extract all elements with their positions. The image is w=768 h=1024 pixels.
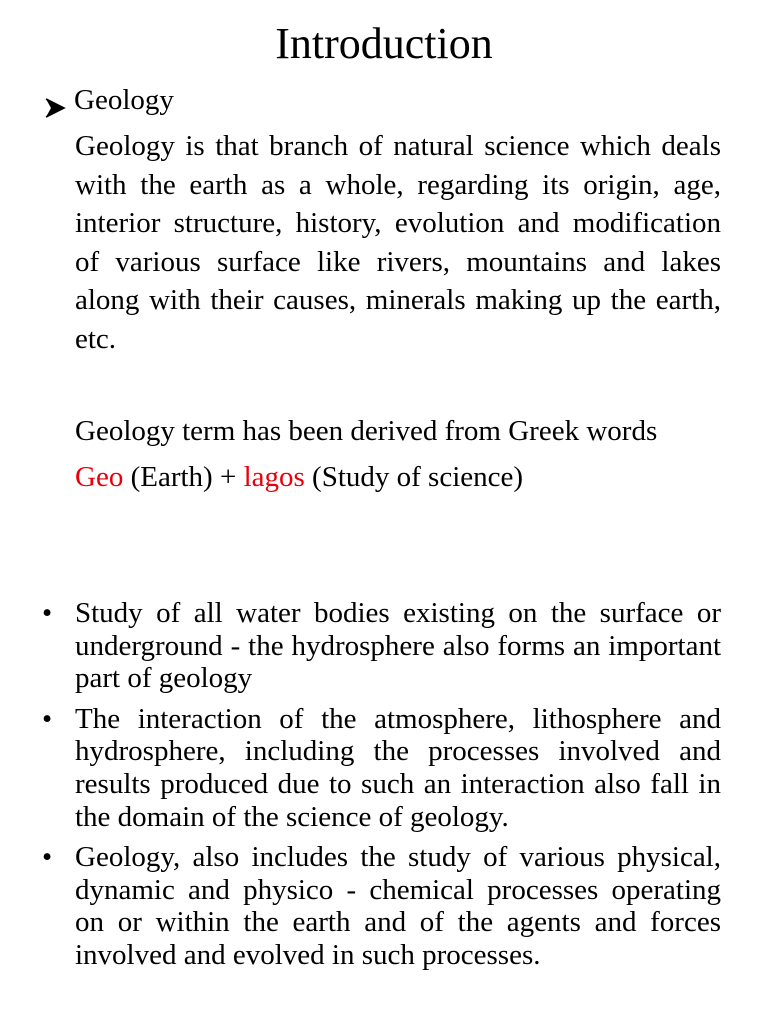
greek-word-geo: Geo <box>75 461 124 493</box>
derivation-line <box>75 458 721 497</box>
heading-bullet <box>44 82 174 118</box>
bullet-text: Geology, also includes the study of various physical, dynamic and physico - chemical processes operating on or within the earth and of the agents and forces involved and evolved in such processes. <box>75 841 721 971</box>
bullet-dot: • <box>42 702 53 735</box>
bullet-text: The interaction of the atmosphere, lithosphere and hydrosphere, including the processes involved and results produced due to such an interaction also fall in the domain of the science of geology. <box>75 702 721 833</box>
bullet-text: Study of all water bodies existing on the surface or underground - the hydrosphere also forms an important part of geology <box>75 597 721 695</box>
list-item <box>0 841 721 971</box>
bullet-dot: • <box>42 841 53 874</box>
greek-meaning-earth: (Earth) + <box>123 461 244 493</box>
heading-bullet-label: Geology <box>74 84 174 116</box>
derivation-intro: Geology term has been derived from Greek words <box>75 415 658 447</box>
greek-meaning-study: (Study of science) <box>304 461 524 493</box>
bullet-list <box>0 597 768 980</box>
bullet-dot: • <box>42 597 53 629</box>
definition-paragraph: Geology is that branch of natural science which deals with the earth as a whole, regarding its origin, age, interior structure, history, evolution and modification of various surface like rivers, mountains and lakes along with their causes, minerals making up the earth, etc. <box>75 130 721 355</box>
arrowhead-bullet-icon <box>44 91 66 111</box>
greek-word-lagos: lagos <box>243 461 305 493</box>
slide-title: Introduction <box>275 19 493 68</box>
list-item <box>0 703 721 833</box>
list-item <box>0 597 721 695</box>
